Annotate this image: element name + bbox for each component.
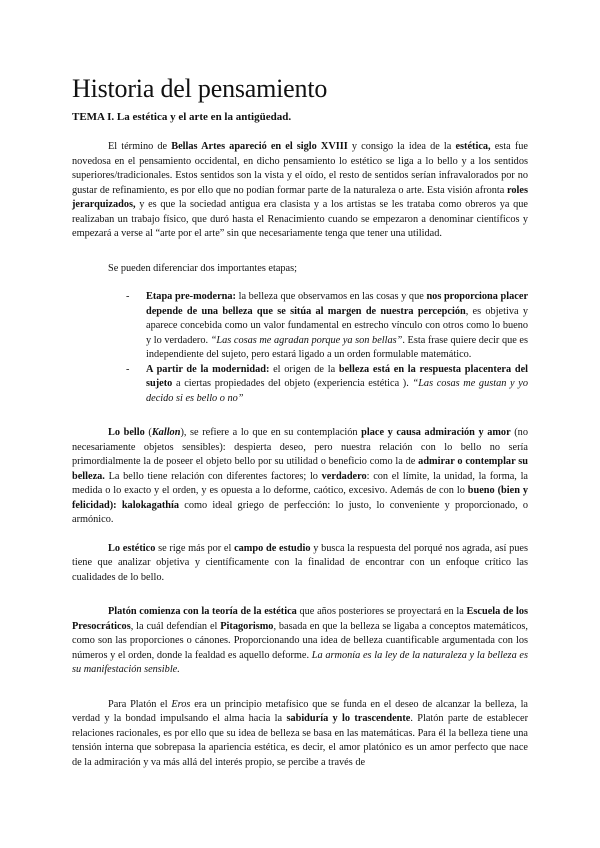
document-body xyxy=(72,140,528,784)
text-run: La bello tiene relación con diferentes factores; lo xyxy=(104,470,322,482)
text-run: y busca la respuesta del porqué nos agrada, así pues tiene que analizar objetiva y científicamente con la finalidad de encontrar con un enfoque crítico las cualidades de lo bello. xyxy=(72,542,528,583)
text-run: ), se refiere a lo que en su contemplación xyxy=(180,427,362,438)
list-dash: - xyxy=(126,363,130,375)
list-item-modernidad xyxy=(126,363,528,407)
bold-run: Lo bello xyxy=(108,427,145,438)
text-run: , basada en que la belleza se ligaba a conceptos matemáticos, como son las proporciones o cánones. Proporcionando una idea de belleza cuantificable argumentada con los números y el orden, donde la fealdad es aquello deforme. xyxy=(72,620,528,661)
section-heading: TEMA I. La estética y el arte en la antigüedad. xyxy=(72,111,292,123)
italic-run: La armonía es la ley de la naturaleza y la belleza es su manifestación sensible. xyxy=(72,649,528,675)
bold-run: admirar o contemplar su belleza. xyxy=(72,456,528,482)
bold-run: Escuela de los Presocráticos xyxy=(72,606,529,632)
bold-run: sabiduría y lo trascendente xyxy=(286,713,411,724)
text-run: la belleza que observamos en las cosas y que xyxy=(235,291,427,302)
list-item-premoderna xyxy=(126,290,529,363)
text-run: y consigo la idea de la xyxy=(347,141,456,152)
bold-run: Etapa pre-moderna: xyxy=(146,291,236,302)
bold-run: bueno (bien y felicidad): kalokagathía xyxy=(72,485,528,511)
bold-run: estética, xyxy=(455,141,491,152)
bold-run: Lo estético xyxy=(108,542,156,554)
text-run: ( xyxy=(144,427,152,438)
bold-run: Platón comienza con la teoría de la estética xyxy=(108,606,297,617)
text-run: . Platón parte de establecer relaciones racionales, es por ello que su idea de belleza se basa en las matemáticas. Para él la belleza tiene una tensión interna que sobrepasa la apariencia estética, es decir, el amor platónico es un amor perfecto que nace de la admiración y va más allá del interés propio, se percibe a través de xyxy=(72,713,528,768)
bold-run: Pitagorismo xyxy=(220,620,274,632)
text-run: que años posteriores se proyectará en la xyxy=(296,606,467,617)
paragraph-lo-estetico xyxy=(72,542,528,586)
bold-run: A partir de la modernidad: xyxy=(146,363,270,375)
text-run: y es que la sociedad antigua era clasista y a los artistas se les trataba como obreros ya que realizaban un trabajo físico, que duró hasta el Renacimiento cuando se empezaron a denominar científicos y empezará a verse al “arte por el arte” sin que necesariamente tenga que tener una utilidad. xyxy=(72,199,528,239)
bold-run: campo de estudio xyxy=(234,542,311,554)
bold-run: place y causa admiración y amor xyxy=(361,427,511,438)
list-dash: - xyxy=(126,291,130,302)
text-run: era un principio metafísico que se funda en el deseo de alcanzar la belleza, la verdad y la bondad impulsando el alma hacia la xyxy=(72,698,529,724)
text-run: Se pueden diferenciar dos importantes etapas; xyxy=(108,262,297,274)
paragraph-lo-bello xyxy=(72,426,528,528)
italic-run: “Las cosas me agradan porque ya son bellas” xyxy=(210,334,403,346)
bold-run: roles jerarquizados, xyxy=(72,184,528,210)
text-run: (no necesariamente objetos sensibles): despierta deseo, pero nuestra relación con lo bello no sería primordialmente la de poseer el objeto bello por su utilidad o beneficio como la de xyxy=(72,427,528,467)
text-run: : con el límite, la unidad, la forma, la medida o lo exacto y el orden, y es opuesta a lo deforme, caótico, excesivo. Además de con lo xyxy=(72,470,528,496)
italic-run: Eros xyxy=(171,698,191,710)
bold-italic-run: Kallon xyxy=(151,427,181,438)
paragraph-platon-teoria xyxy=(72,605,528,678)
paragraph-platon-eros xyxy=(72,698,528,771)
text-run: como ideal griego de perfección: lo justo, lo conveniente y proporcionado, o armónico. xyxy=(72,499,528,525)
italic-run: “Las cosas me gustan y yo decido si es bello o no” xyxy=(146,378,528,404)
text-run: , la cuál defendían el xyxy=(130,620,221,632)
bold-run: verdadero xyxy=(321,470,367,482)
text-run: . Esta frase quiere decir que es independiente del sujeto, pero estará ligado a un orden formulable matemático. xyxy=(146,334,528,360)
text-run: Para Platón el xyxy=(108,698,172,710)
bold-run: nos proporciona placer depende de una belleza que se sitúa al margen de nuestra percepción xyxy=(146,291,529,317)
document-title: Historia del pensamiento xyxy=(72,74,328,103)
paragraph-etapas-intro xyxy=(72,262,528,277)
bold-run: belleza está en la respuesta placentera del sujeto xyxy=(146,363,528,389)
text-run: El término de xyxy=(108,141,172,152)
text-run: esta fue novedosa en el pensamiento occidental, en dicho pensamiento lo estético se liga a lo bello y a los sentidos superiores/tradicionales. Estos sentidos son la vista y el oído, el resto de sentidos serían infravalorados por no gustar de refinamiento, es por ello que no podían formar parte de la naturaleza o arte. Esta visión afronta xyxy=(72,141,528,196)
text-run: a ciertas propiedades del objeto (experiencia estética ). xyxy=(172,378,413,389)
paragraph-bellas-artes xyxy=(72,140,528,242)
text-run: , es objetiva y aparece concebida como un valor fundamental en estrecho vínculo con otros como lo bueno y lo verdadero. xyxy=(146,305,528,346)
etapas-list xyxy=(72,290,528,406)
text-run: el origen de la xyxy=(269,363,339,375)
text-run: se rige más por el xyxy=(155,542,235,554)
bold-run: Bellas Artes apareció en el siglo XVIII xyxy=(171,141,348,152)
